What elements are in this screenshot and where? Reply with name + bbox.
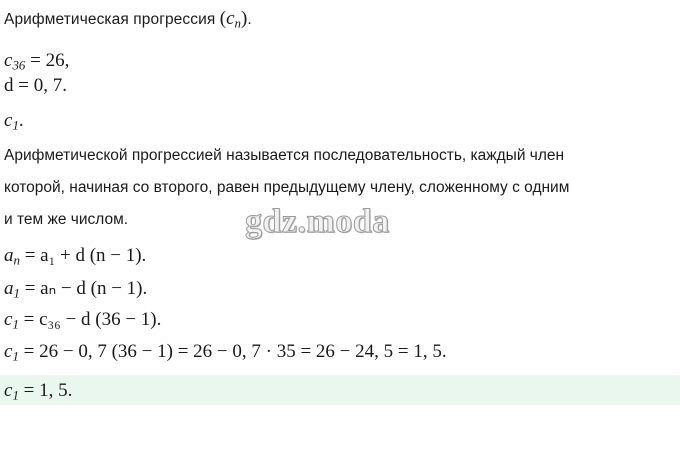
answer-rhs: = 1, 5. — [23, 380, 73, 401]
formula-3-lhs-var: c — [4, 309, 13, 330]
find-var: c — [4, 110, 13, 131]
given-var: c — [4, 50, 13, 71]
given-line — [4, 50, 69, 74]
heading-symbol: $(c_n)$ — [219, 8, 248, 31]
find-subscript: 1 — [12, 117, 19, 133]
answer-highlight-band — [0, 375, 680, 405]
formula-2-rhs: = aₙ − d (n − 1). — [24, 278, 148, 299]
formula-1-rhs: = a₁ + d (n − 1). — [24, 245, 147, 266]
clipped-given-line — [4, 75, 124, 96]
formula-3-rhs: = c₃₆ − d (36 − 1). — [23, 309, 162, 330]
answer-line — [4, 380, 72, 404]
given-value: 26, — [45, 50, 70, 71]
formula-4-rhs: = 26 − 0, 7 (36 − 1) = 26 − 0, 7 · 35 = 26 − 24, 5 = 1, 5. — [23, 341, 447, 362]
formula-2-lhs-sub: 1 — [13, 285, 20, 301]
answer-lhs-sub: 1 — [12, 387, 19, 403]
find-line — [4, 110, 24, 134]
formula-substituted — [4, 309, 161, 333]
formula-calculation — [4, 341, 447, 365]
watermark-gdz-moda: gdz.moda — [245, 203, 390, 240]
formula-4-lhs-sub: 1 — [12, 348, 19, 364]
formula-1-lhs-sub: n — [13, 252, 20, 268]
definition-line-2: которой, начиная со второго, равен предыдущему члену, сложенному с одним — [4, 179, 570, 196]
formula-1-lhs-var: a — [4, 245, 14, 266]
heading-suffix: . — [247, 11, 252, 28]
formula-general-term — [4, 245, 146, 269]
find-suffix: . — [18, 110, 24, 131]
heading-line — [4, 8, 252, 32]
answer-lhs-var: c — [4, 380, 13, 401]
definition-line-1: Арифметической прогрессией называется последовательность, каждый член — [4, 147, 565, 164]
formula-first-term — [4, 277, 147, 302]
clipped-given-text: d = 0, 7. — [4, 75, 67, 96]
formula-4-lhs-var: c — [4, 341, 13, 362]
formula-2-lhs-var: a — [4, 278, 14, 299]
definition-line-3: и тем же числом. — [4, 211, 129, 228]
formula-3-lhs-sub: 1 — [12, 316, 19, 332]
given-equals: = — [30, 50, 41, 71]
heading-prefix: Арифметическая прогрессия — [4, 11, 220, 28]
given-subscript: 36 — [12, 57, 26, 73]
